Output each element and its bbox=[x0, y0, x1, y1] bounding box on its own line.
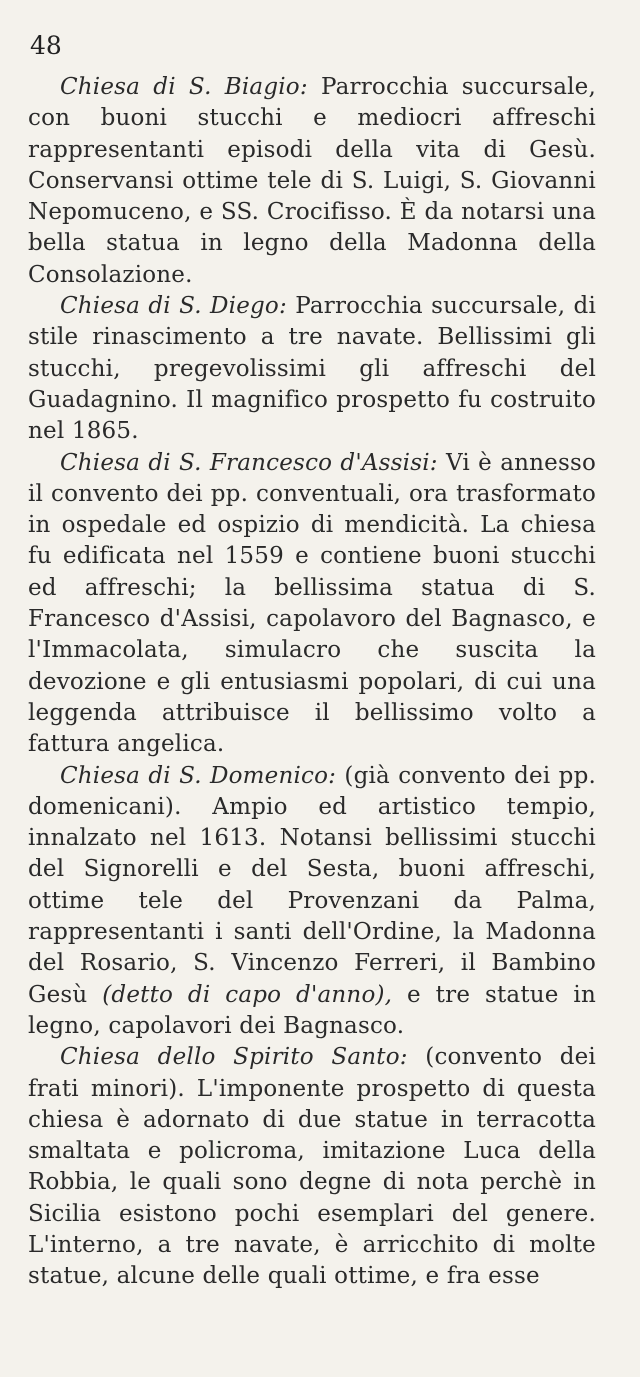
entry-title: Chiesa di S. Biagio: bbox=[60, 74, 308, 100]
entry-text: Vi è annesso il convento dei pp. conventuali, ora trasformato in ospedale ed ospizio di mendicità. La chiesa fu edificata nel 1559 e contiene buoni stucchi ed affreschi; la bellissima statua di S. Francesco d'Assisi, capolavoro del Bagnasco, e l'Immacolata, simulacro che suscita la devozione e gli entusiasmi popolari, di cui una leggenda attribuisce il bellissimo volto a fattura angelica. bbox=[28, 449, 596, 758]
entry-text: (convento dei frati minori). L'imponente prospetto di questa chiesa è adornato di due statue in terracotta smaltata e policroma, imitazione Luca della Robbia, le quali sono degne di nota perchè in Sicilia esistono pochi esemplari del genere. L'interno, a tre navate, è arricchito di molte statue, alcune delle quali ottime, e fra esse bbox=[28, 1044, 596, 1290]
entry-text-continued: e tre statue in legno, capolavori dei Bagnasco. bbox=[28, 981, 597, 1039]
entry-italic-phrase: (detto di capo d'anno), bbox=[102, 981, 393, 1008]
entry-s-francesco bbox=[28, 448, 596, 761]
entry-title: Chiesa di S. Domenico: bbox=[60, 762, 337, 789]
entry-text: Parrocchia succursale, con buoni stucchi e mediocri affreschi rappresentanti episodi della vita di Gesù. Conservansi ottime tele di S. Luigi, S. Giovanni Nepomuceno, e SS. Crocifisso. È da notarsi una bella statua in legno della Madonna della Consolazione. bbox=[28, 74, 596, 288]
entry-title: Chiesa dello Spirito Santo: bbox=[60, 1044, 408, 1071]
entry-s-diego bbox=[28, 291, 596, 447]
entry-title: Chiesa di S. Diego: bbox=[60, 293, 287, 320]
entry-s-domenico bbox=[28, 761, 596, 1043]
entry-title: Chiesa di S. Francesco d'Assisi: bbox=[60, 449, 438, 476]
entry-text: (già convento dei pp. domenicani). Ampio ed artistico tempio, innalzato nel 1613. Notansi bellissimi stucchi del Signorelli e del Sesta, buoni affreschi, ottime tele del Provenzani da Palma, rappresentanti i santi dell'Ordine, la Madonna del Rosario, S. Vincenzo Ferreri, il Bambino Gesù bbox=[28, 762, 597, 1008]
entry-text: Parrocchia succursale, di stile rinascimento a tre navate. Bellissimi gli stucchi, pregevolissimi gli affreschi del Guadagnino. Il magnifico prospetto fu costruito nel 1865. bbox=[28, 293, 597, 445]
entry-s-biagio bbox=[28, 72, 596, 291]
entry-spirito-santo bbox=[28, 1042, 596, 1292]
page-number: 48 bbox=[30, 31, 62, 60]
